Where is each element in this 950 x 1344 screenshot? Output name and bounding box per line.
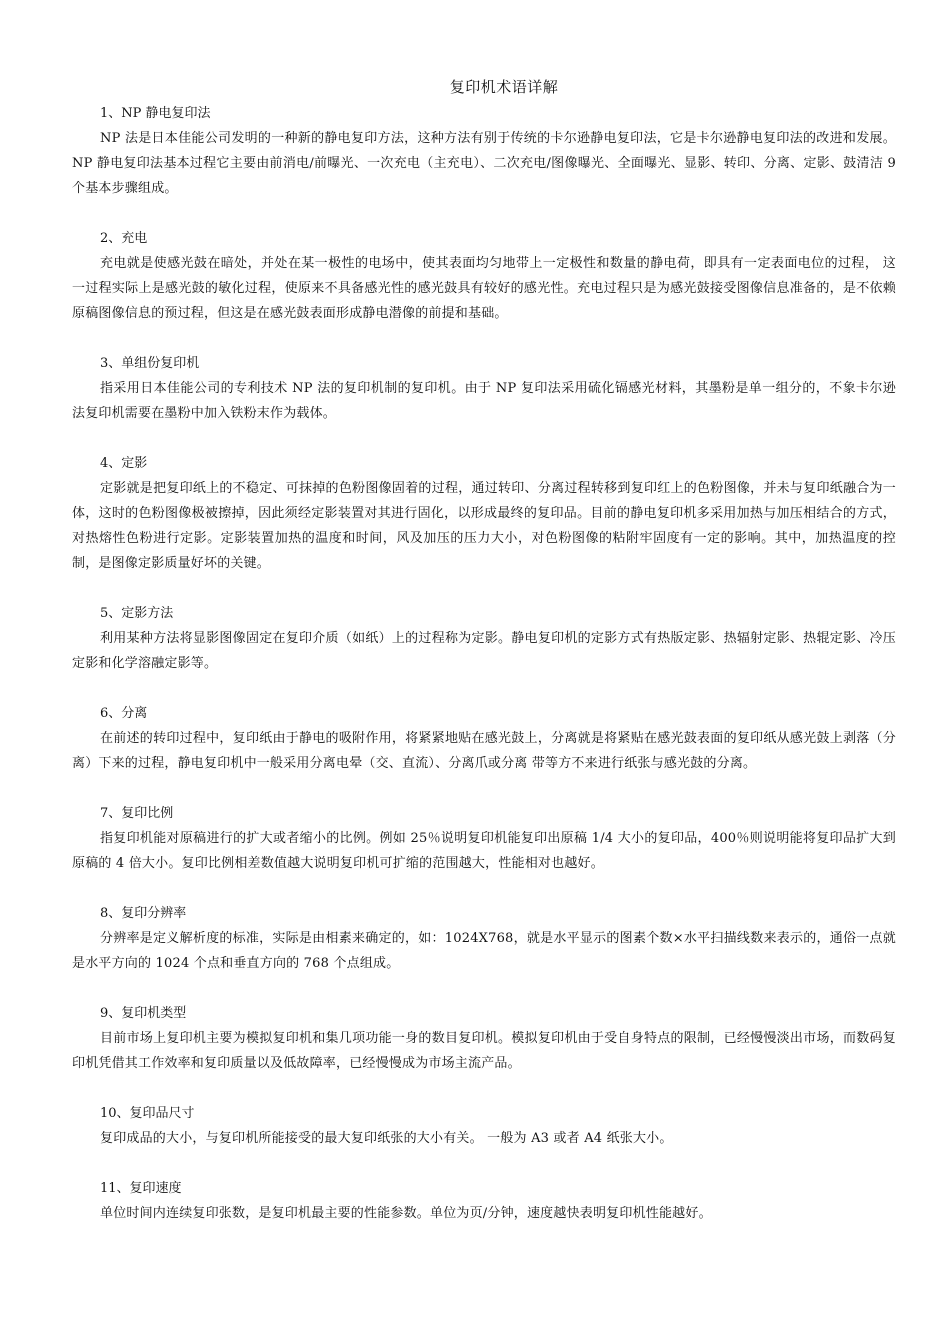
section-body: 定影就是把复印纸上的不稳定、可抹掉的色粉图像固着的过程，通过转印、分离过程转移到复印红上的色粉图像，并未与复印纸融合为一体，这时的色粉图像极被擦掉，因此须经定影装置对其进行固化，以形成最终的复印品。目前的静电复印机多采用加热与加压相结合的方式，对热熔性色粉进行定影。定影装置加热的温度和时间，风及加压的压力大小，对色粉图像的粘附牢固度有一定的影响。其中，加热温度的控制，是图像定影质量好坏的关键。 [72, 481, 896, 571]
section-body: 指采用日本佳能公司的专利技术 NP 法的复印机制的复印机。由于 NP 复印法采用硫化镉感光材料，其墨粉是单一组分的，不象卡尔逊法复印机需要在墨粉中加入铁粉末作为载体。 [72, 381, 896, 421]
section-heading: 11、复印速度 [100, 1181, 182, 1196]
section-body: 指复印机能对原稿进行的扩大或者缩小的比例。例如 25％说明复印机能复印出原稿 1/4 大小的复印品，400％则说明能将复印品扩大到原稿的 4 倍大小。复印比例相差数值越大说明复印机可扩缩的范围越大，性能相对也越好。 [72, 831, 896, 871]
section-copy-ratio [72, 802, 896, 876]
section-body: 充电就是使感光鼓在暗处，并处在某一极性的电场中，使其表面均匀地带上一定极性和数量的静电荷，即具有一定表面电位的过程， 这一过程实际上是感光鼓的敏化过程，使原来不具备感光性的感光鼓具有较好的感光性。充电过程只是为感光鼓接受图像信息准备的，是不依赖原稿图像信息的预过程，但这是在感光鼓表面形成静电潜像的前提和基础。 [72, 256, 896, 321]
section-heading: 7、复印比例 [100, 806, 174, 821]
section-heading: 4、定影 [100, 456, 148, 471]
section-heading: 3、单组份复印机 [100, 356, 200, 371]
section-fixing [72, 452, 896, 576]
section-copy-resolution [72, 902, 896, 976]
section-heading: 8、复印分辨率 [100, 906, 187, 921]
section-heading: 5、定影方法 [100, 606, 174, 621]
section-body: 利用某种方法将显影图像固定在复印介质（如纸）上的过程称为定影。静电复印机的定影方式有热版定影、热辐射定影、热辊定影、冷压定影和化学溶融定影等。 [72, 631, 896, 671]
section-heading: 1、NP 静电复印法 [100, 106, 211, 121]
section-single-component-copier [72, 352, 896, 426]
section-body: 分辨率是定义解析度的标准，实际是由相素来确定的，如：1024X768，就是水平显示的图素个数×水平扫描线数来表示的，通俗一点就是水平方向的 1024 个点和垂直方向的 768 个点组成。 [72, 931, 896, 971]
section-body: 在前述的转印过程中，复印纸由于静电的吸附作用，将紧紧地贴在感光鼓上，分离就是将紧贴在感光鼓表面的复印纸从感光鼓上剥落（分离）下来的过程，静电复印机中一般采用分离电晕（交、直流）、分离爪或分离 带等方不来进行纸张与感光鼓的分离。 [72, 731, 896, 771]
section-charging [72, 227, 896, 326]
section-heading: 2、充电 [100, 231, 148, 246]
document-title: 复印机术语详解 [449, 78, 559, 96]
section-heading: 6、分离 [100, 706, 148, 721]
section-np-method [72, 102, 896, 201]
section-body: 目前市场上复印机主要为模拟复印机和集几项功能一身的数目复印机。模拟复印机由于受自身特点的限制，已经慢慢淡出市场，而数码复印机凭借其工作效率和复印质量以及低故障率，已经慢慢成为市场主流产品。 [72, 1031, 896, 1071]
section-separation [72, 702, 896, 776]
section-copier-types [72, 1002, 896, 1076]
section-body: 单位时间内连续复印张数，是复印机最主要的性能参数。单位为页/分钟，速度越快表明复印机性能越好。 [100, 1206, 712, 1221]
section-heading: 10、复印品尺寸 [100, 1106, 195, 1121]
section-body: 复印成品的大小，与复印机所能接受的最大复印纸张的大小有关。 一般为 A3 或者 A4 纸张大小。 [100, 1131, 673, 1146]
section-heading: 9、复印机类型 [100, 1006, 187, 1021]
section-fixing-methods [72, 602, 896, 676]
section-body: NP 法是日本佳能公司发明的一种新的静电复印方法，这种方法有别于传统的卡尔逊静电复印法，它是卡尔逊静电复印法的改进和发展。NP 静电复印法基本过程它主要由前消电/前曝光、一次充电（主充电）、二次充电/图像曝光、全面曝光、显影、转印、分离、定影、鼓清洁 9 个基本步骤组成。 [72, 131, 896, 196]
section-copy-size [72, 1102, 896, 1151]
document-page [72, 76, 896, 1252]
section-copy-speed [72, 1177, 896, 1226]
